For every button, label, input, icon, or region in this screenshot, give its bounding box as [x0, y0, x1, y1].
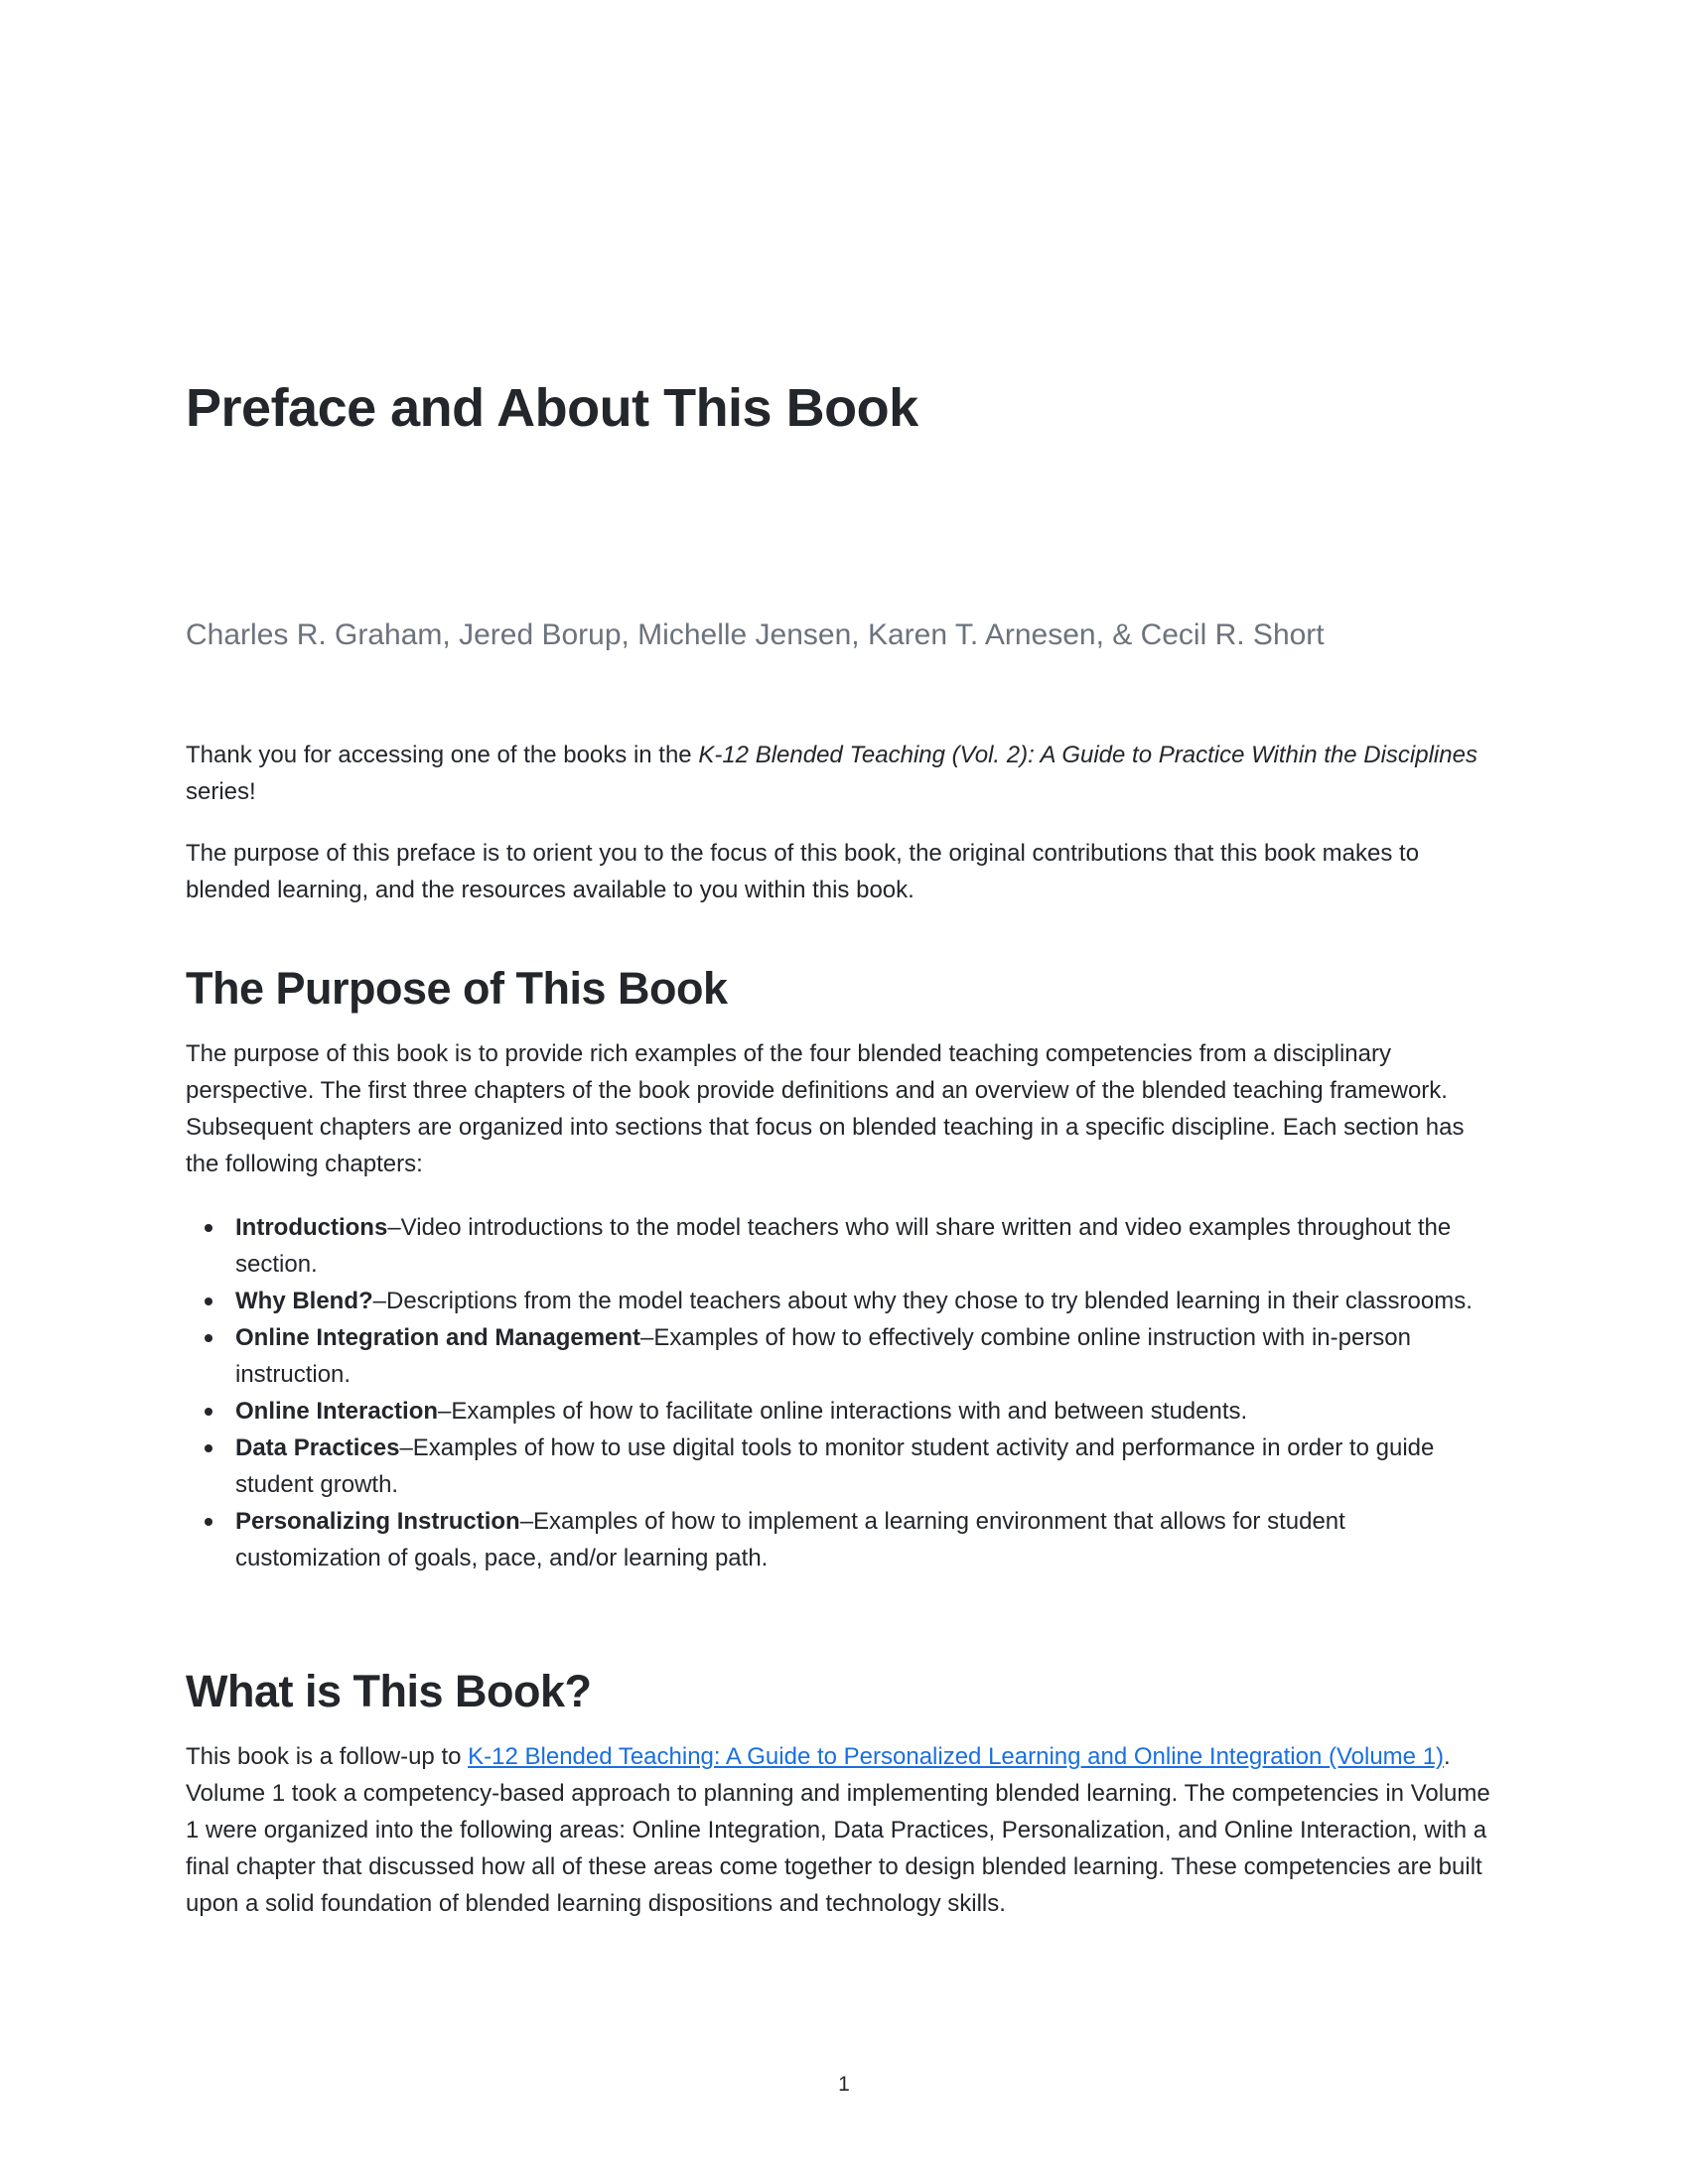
thank-you-paragraph [186, 737, 1496, 810]
what-paragraph [186, 1738, 1496, 1922]
list-item [186, 1393, 1496, 1430]
bullet-icon [205, 1297, 212, 1305]
chapter-description: –Video introductions to the model teachers who will share written and video examples throughout the section. [235, 1214, 1452, 1278]
chapter-term: Data Practices [235, 1434, 400, 1461]
thank-you-suffix: series! [186, 778, 256, 805]
list-item [186, 1209, 1496, 1283]
what-prefix: This book is a follow-up to [186, 1743, 469, 1770]
preface-purpose-paragraph: The purpose of this preface is to orient you to the focus of this book, the original contributions that this book makes to blended learning, and the resources available to you within this book. [186, 840, 1420, 903]
purpose-paragraph: The purpose of this book is to provide rich examples of the four blended teaching competencies from a disciplinary perspective. The first three chapters of the book provide definitions and an overview of the blended teaching framework. Subsequent chapters are organized into sections that focus on blended teaching in a specific discipline. Each section has the following chapters: [186, 1040, 1465, 1177]
bullet-icon [205, 1518, 212, 1526]
volume-1-link[interactable]: K-12 Blended Teaching: A Guide to Personalized Learning and Online Integration (Volume 1) [468, 1743, 1445, 1770]
chapter-term: Why Blend? [235, 1288, 373, 1314]
purpose-heading: The Purpose of This Book [186, 963, 728, 1014]
list-item [186, 1319, 1496, 1393]
bullet-icon [205, 1408, 212, 1416]
what-heading: What is This Book? [186, 1666, 592, 1716]
chapter-description: –Examples of how to implement a learning environment that allows for student customization of goals, pace, and/or learning path. [235, 1508, 1345, 1571]
bullet-icon [205, 1334, 212, 1342]
list-item [186, 1503, 1496, 1576]
author-list: Charles R. Graham, Jered Borup, Michelle Jensen, Karen T. Arnesen, & Cecil R. Short [186, 618, 1325, 651]
chapter-description: –Examples of how to facilitate online interactions with and between students. [438, 1398, 1248, 1425]
bullet-icon [205, 1444, 212, 1452]
chapter-description: –Examples of how to effectively combine online instruction with in-person instruction. [235, 1324, 1412, 1388]
page-title: Preface and About This Book [186, 378, 918, 438]
chapter-term: Introductions [235, 1214, 388, 1241]
chapter-description: –Descriptions from the model teachers about why they chose to try blended learning in their classrooms. [372, 1288, 1473, 1314]
series-title: K-12 Blended Teaching (Vol. 2): A Guide to Practice Within the Disciplines [698, 742, 1477, 768]
list-item [186, 1283, 1496, 1319]
chapter-description: –Examples of how to use digital tools to monitor student activity and performance in order to guide student growth. [235, 1434, 1435, 1498]
chapter-term: Online Interaction [235, 1398, 439, 1425]
chapter-list [186, 1209, 1496, 1576]
chapter-term: Personalizing Instruction [235, 1508, 520, 1535]
chapter-term: Online Integration and Management [235, 1324, 641, 1351]
page-number: 1 [838, 2073, 850, 2096]
list-item [186, 1430, 1496, 1503]
what-suffix: . Volume 1 took a competency-based approach to planning and implementing blended learning. The competencies in Volume 1 were organized into the following areas: Online Integration, Data Practices, Personalization, and Online Interaction, with a final chapter that discussed how all of these areas come together to design blended learning. These competencies are built upon a solid foundation of blended learning dispositions and technology skills. [186, 1743, 1490, 1917]
thank-you-prefix: Thank you for accessing one of the books in the [186, 742, 699, 768]
bullet-icon [205, 1224, 212, 1232]
